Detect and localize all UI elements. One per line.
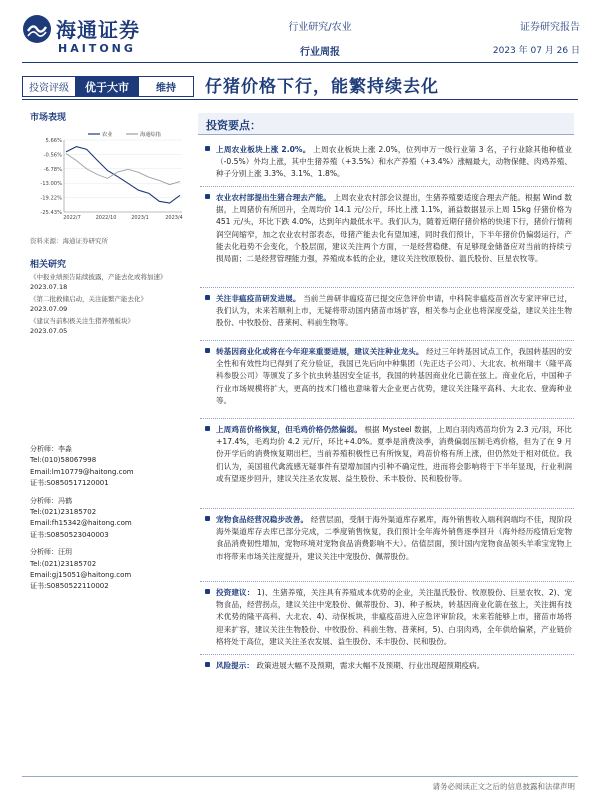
header-divider <box>22 62 578 63</box>
bullet-icon <box>205 426 210 431</box>
analyst-cert: 证书:S0850522110002 <box>30 582 109 591</box>
market-performance-chart <box>30 128 186 224</box>
related-item[interactable] <box>30 316 190 336</box>
analyst-name: 分析师：李淼 <box>30 445 72 453</box>
series-line-agri <box>66 147 180 204</box>
related-title[interactable]: 《中报业绩预告陆续披露，产能去化或将加速》 <box>30 273 167 281</box>
related-list <box>30 272 190 338</box>
y-tick-label: 5.66% <box>45 138 62 144</box>
rating-status: 维持 <box>139 77 193 96</box>
bullet-icon <box>205 589 210 594</box>
key-point-text: 根据 Mysteel 数据，上周白羽肉鸡苗均价为 2.3 元/羽，环比+17.4%，毛鸡均价 4.2 元/斤，环比+4.0%。夏季是消费淡季，消费偏弱压制毛鸡价格，但为了在 9 月份开学后的消费恢复期出栏，当前养殖积极性已有所恢复，鸡苗价格有所上涨，但仍然处于相对低位。我们认为，美国祖代禽流感无疑事件有望增加国内引种不确定性，进而将会影响将于下半年显现，行业利润或有望逐步回升，建议关注圣农发展、益生股份、禾丰股份、民和股份等。 <box>216 425 572 483</box>
bullet-icon <box>205 348 210 353</box>
key-point-lead: 上周鸡苗价格恢复，但毛鸡价格仍然偏弱。 <box>216 425 362 434</box>
key-point-para <box>216 346 572 407</box>
key-point-lead: 风险提示： <box>216 661 254 670</box>
key-point-lead: 投资建议： <box>216 588 255 597</box>
section-divider <box>200 418 574 419</box>
y-tick-label: -19.22% <box>40 195 62 202</box>
key-point-para <box>216 587 572 648</box>
x-tick-label: 2023/1 <box>131 215 149 221</box>
y-tick-label: -25.43% <box>40 210 62 216</box>
section-divider <box>200 287 574 288</box>
analyst-tel: Tel:(021)23185702 <box>30 559 97 568</box>
analyst-cert: 证书:S0850517120001 <box>30 479 109 488</box>
legend-label-index: 海通综指 <box>140 132 161 138</box>
analyst-email[interactable]: Email:gj15051@haitong.com <box>30 571 132 580</box>
analyst-name: 分析师：冯鹤 <box>30 496 72 505</box>
x-tick-label: 2023/4 <box>165 215 183 221</box>
logo-english-name: HAITONG <box>58 42 136 55</box>
analyst-card <box>30 547 190 593</box>
key-point-lead: 宠物食品经营况稳步改善。 <box>216 515 309 524</box>
x-tick-label: 2022/7 <box>63 215 81 221</box>
section-divider <box>200 340 574 341</box>
key-point-para <box>216 144 572 181</box>
footer-divider <box>22 776 578 777</box>
bullet-icon <box>205 295 210 300</box>
related-title[interactable]: 《建议当前积极关注生猪养殖板块》 <box>30 317 134 325</box>
analyst-email[interactable]: Email:lm10779@haitong.com <box>30 467 134 476</box>
key-point-lead: 转基因商业化或将在今年迎来重要进展，建议关注种业龙头。 <box>216 347 424 356</box>
related-item[interactable] <box>30 294 190 314</box>
key-point-text: 经营层面，受制于海外渠道库存累库，海外销售收入端利润端均不佳，现阶段海外渠道库存去库已部分完成，二季度销售恢复，我们预计全年海外销售逐季回升（海外经历疫情后宠物食品消费韧性增加，宠物环境对宠物食品消费影响不大）。估值层面，预计国内宠物食品领头羊乖宝宠物上市将带来市场关注度提升，建议关注中宠股份、佩蒂股份。 <box>216 515 573 561</box>
analyst-card <box>30 496 190 542</box>
key-point-para <box>216 293 572 330</box>
bullet-icon <box>205 194 210 199</box>
y-tick-label: -0.56% <box>43 152 62 159</box>
footer-disclaimer: 请务必阅读正文之后的信息披露和法律声明 <box>432 782 575 791</box>
header-category-block <box>250 18 390 58</box>
key-points-bar <box>198 113 574 135</box>
key-point-text: 上周农业板块上涨 2.0%，位列申万一级行业第 3 名，子行业除其他种植业（-0.5%）外均上涨，其中生猪养殖（+3.5%）和水产养殖（+3.4%）涨幅最大，动物保健、肉鸡养殖、种子分别上涨 3.3%、3.1%、1.8%。 <box>216 145 572 179</box>
analyst-email[interactable]: Email:fh15342@haitong.com <box>30 519 132 528</box>
key-points-heading: 投资要点： <box>206 119 261 132</box>
y-tick-label: -13.00% <box>40 181 62 188</box>
report-type: 行业周报 <box>300 47 340 58</box>
analyst-cert: 证书:S0850523040003 <box>30 530 109 539</box>
key-point-para <box>216 514 572 563</box>
related-date: 2023.07.05 <box>30 327 68 335</box>
title-divider <box>22 99 578 100</box>
key-point-lead: 上周农业板块上涨 2.0%。 <box>216 145 311 154</box>
rating-value: 优于大市 <box>75 77 139 96</box>
bullet-icon <box>205 516 210 521</box>
key-point-para <box>216 660 572 672</box>
related-date: 2023.07.09 <box>30 305 68 313</box>
chart-source: 资料来源：海通证券研究所 <box>30 237 108 245</box>
key-point-para <box>216 424 572 485</box>
analyst-tel: Tel:(010)58067998 <box>30 456 97 465</box>
key-point-text: 经过三年转基因试点工作，我国转基因的安全性和有效性均已得到了充分验证，我国已先后向中种集团（先正达子公司）、大北农、杭州瑞丰（隆平高科参股公司）等颁发了多个抗虫转基因安全证书，我国的转基因商业化已箭在弦上。商业化后，中国种子行业市场规模将扩大，更高的技术门槛也意味着大企业更占优势，建议关注隆平高科、大北农、登海种业等。 <box>216 347 573 405</box>
company-logo <box>22 14 172 64</box>
analyst-tel: Tel:(021)23185702 <box>30 508 97 517</box>
key-point-lead: 农业农村部提出生猪合理去产能。 <box>216 193 331 202</box>
legend-label-agri: 农业 <box>102 132 113 138</box>
related-heading: 相关研究 <box>30 260 67 270</box>
report-title: 仔猪价格下行，能繁持续去化 <box>205 77 439 97</box>
related-date: 2023.07.18 <box>30 283 68 291</box>
bullet-icon <box>205 146 210 151</box>
section-divider <box>200 654 574 655</box>
key-point-text: 上周农业农村部会议提出，生猪养殖要适度合理去产能。根据 Wind 数据，上周猪价有所回升，全周均价 14.1 元/公斤，环比上涨 1.1%，涌益数据显示上周 15kg 仔猪价格为 451 元/头，环比下跌 4.0%，达到年内最低水平。我们认为，随着近期仔猪价格的快速下行，猪价行情利润空间缩窄，加之农业农村部表态，母猪产能去化有望加速，同时我们预计，下半年猪价仍偏弱运行，产能去化趋势不会变化，个股层面，建议关注两个方面，一是经营稳健、有足够现金储备应对当前的持续亏损局面；二是经营管理能力强，养殖成本低的企业，建议关注牧原股份、温氏股份、巨星农牧等。 <box>216 193 572 264</box>
header-meta-block <box>470 18 580 56</box>
report-date: 2023 年 07 月 26 日 <box>492 46 580 56</box>
key-point-lead: 关注非瘟疫苗研发进展。 <box>216 294 301 303</box>
section-divider <box>200 508 574 509</box>
report-category: 行业研究/农业 <box>288 22 352 33</box>
logo-chinese-name: 海通证券 <box>56 18 140 42</box>
related-title[interactable]: 《第二批救储启动，关注能繁产能去化》 <box>30 295 147 303</box>
key-point-text: 政策进展大幅不及预期，需求大幅不及预期、行业出现超预期疫病。 <box>256 661 485 670</box>
x-tick-label: 2022/10 <box>95 215 117 221</box>
rating-label: 投资评级 <box>23 77 75 96</box>
market-heading: 市场表现 <box>30 113 67 123</box>
key-point-text: 当前兰兽研非瘟疫苗已提交应急评价申请，中科院非瘟疫苗首次专家评审已过，我们认为，未来若顺利上市，无疑将带动国内猪苗市场扩容，相关参与企业也将深度受益，建议关注生物股份、中牧股份、普莱柯、科前生物等。 <box>216 294 573 328</box>
analyst-card <box>30 444 190 490</box>
doc-type: 证券研究报告 <box>520 22 580 33</box>
bullet-icon <box>205 662 210 667</box>
related-item[interactable] <box>30 272 190 292</box>
haitong-logo-icon <box>22 14 52 44</box>
analyst-name: 分析师：汪玥 <box>30 548 72 557</box>
rating-bar <box>22 76 194 97</box>
analyst-list <box>30 444 190 599</box>
section-divider <box>200 186 574 187</box>
section-divider <box>200 581 574 582</box>
key-point-para <box>216 192 572 265</box>
y-tick-label: -6.78% <box>43 166 62 173</box>
key-point-text: 1)、生猪养殖，关注具有养殖成本优势的企业，关注温氏股份、牧原股份、巨星农牧、2)、宠物食品，经营拐点，建议关注中宠股份、佩蒂股份、3)、种子板块，转基因商业化箭在弦上，关注拥有技术优势的隆平高科、大北农、4)、动保板块，非瘟疫苗进入应急评审阶段，未来若能够上市，猪苗市场将迎来扩容，建议关注生物股份、中牧股份、科前生物、普莱柯，5)、白羽肉鸡，全年供给偏紧，产业链价格将处于高位，建议关注圣农发展、益生股份、禾丰股份、民和股份。 <box>216 588 572 646</box>
